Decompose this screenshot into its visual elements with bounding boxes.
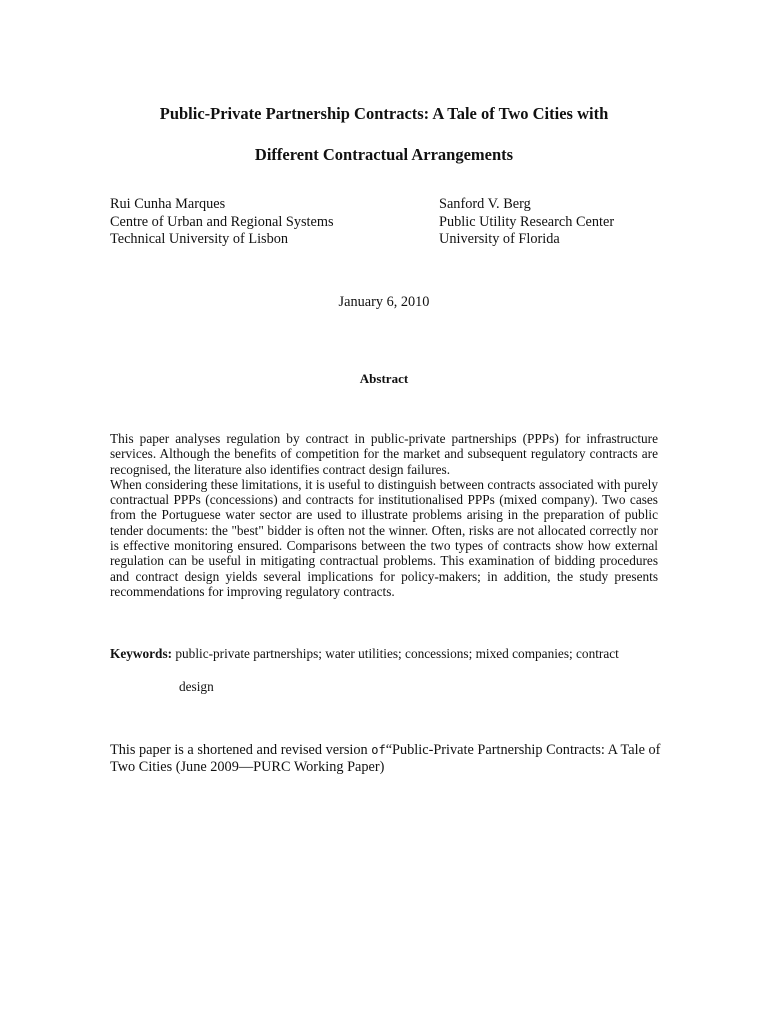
keywords-line xyxy=(110,645,670,663)
abstract-body xyxy=(110,431,658,599)
author-affiliation: Centre of Urban and Regional Systems xyxy=(110,213,334,230)
author-name: Rui Cunha Marques xyxy=(110,196,226,212)
author-affiliation: University of Florida xyxy=(439,231,560,247)
author-block-2 xyxy=(439,196,614,249)
version-note-text: “Public-Private Partnership Contracts: A Tale of Two Cities (June 2009—PURC Working Paper) xyxy=(110,742,661,775)
keywords-text: public-private partnerships; water utilities; concessions; mixed companies; contract xyxy=(172,646,619,661)
keywords-continuation: design xyxy=(179,679,214,694)
version-note-text: This paper is a shortened and revised version xyxy=(110,742,372,758)
author-affiliation: Public Utility Research Center xyxy=(439,213,615,230)
author-affiliation: Technical University of Lisbon xyxy=(110,231,289,247)
keywords-label: Keywords: xyxy=(110,646,173,661)
paper-title-line-1: Public-Private Partnership Contracts: A Tale of Two Cities with xyxy=(159,104,609,123)
version-note-mono: of xyxy=(371,743,386,757)
abstract-paragraph: When considering these limitations, it is useful to distinguish between contracts associated with purely contractual PPPs (concessions) and contracts for institutionalised PPPs (mixed company). Two cases from the Portuguese water sector are used to illustrate problems arising in the preparation of public tender documents: the "best" bidder is often not the winner. Often, risks are not allocated correctly nor is effective monitoring ensured. Comparisons between the two types of contracts show how external regulation can be useful in mitigating contractual problems. This examination of bidding procedures and contract design yields several implications for policy-makers; in addition, the study presents recommendations for improving regulatory contracts. xyxy=(110,476,658,599)
version-note xyxy=(110,742,670,776)
abstract-paragraph: This paper analyses regulation by contract in public-private partnerships (PPPs) for infrastructure services. Although the benefits of competition for the market and subsequent regulatory contracts are recognised, the literature also identifies contract design failures. xyxy=(110,431,658,477)
abstract-heading: Abstract xyxy=(359,371,409,386)
author-name: Sanford V. Berg xyxy=(439,196,531,212)
author-block-1 xyxy=(110,196,334,249)
paper-date: January 6, 2010 xyxy=(338,294,430,310)
paper-title-line-2: Different Contractual Arrangements xyxy=(254,145,514,164)
